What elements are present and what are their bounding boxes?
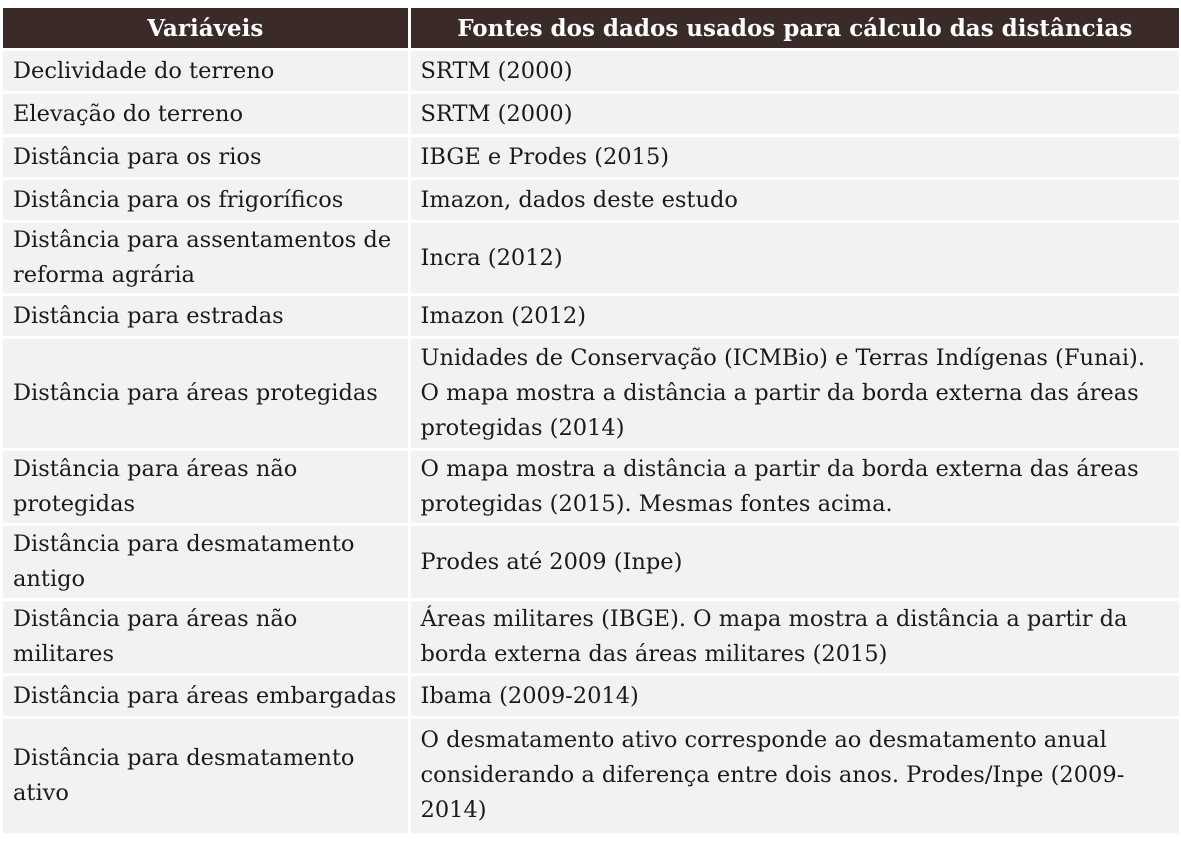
table-row bbox=[3, 675, 1179, 718]
table-row bbox=[3, 718, 1179, 833]
variable-cell: Declividade do terreno bbox=[3, 50, 409, 93]
table-row bbox=[3, 295, 1179, 338]
table-row bbox=[3, 179, 1179, 222]
header-fontes: Fontes dos dados usados para cálculo das distâncias bbox=[409, 8, 1179, 50]
table-row bbox=[3, 136, 1179, 179]
variable-cell: Distância para os rios bbox=[3, 136, 409, 179]
table-body bbox=[3, 50, 1179, 833]
header-row bbox=[3, 8, 1179, 50]
source-cell: Unidades de Conservação (ICMBio) e Terras Indígenas (Funai). O mapa mostra a distância a partir da borda externa das áreas protegidas (2014) bbox=[409, 338, 1179, 450]
source-cell: Prodes até 2009 (Inpe) bbox=[409, 525, 1179, 600]
variable-cell: Distância para estradas bbox=[3, 295, 409, 338]
source-cell: O desmatamento ativo corresponde ao desmatamento anual considerando a diferença entre dois anos. Prodes/Inpe (2009-2014) bbox=[409, 718, 1179, 833]
table-row bbox=[3, 600, 1179, 675]
variable-cell: Distância para os frigoríficos bbox=[3, 179, 409, 222]
table-row bbox=[3, 450, 1179, 525]
header-variaveis: Variáveis bbox=[3, 8, 409, 50]
table-row bbox=[3, 525, 1179, 600]
variable-cell: Distância para áreas não protegidas bbox=[3, 450, 409, 525]
data-sources-table bbox=[3, 8, 1179, 833]
source-cell: Ibama (2009-2014) bbox=[409, 675, 1179, 718]
source-cell: O mapa mostra a distância a partir da borda externa das áreas protegidas (2015). Mesmas fontes acima. bbox=[409, 450, 1179, 525]
table-row bbox=[3, 50, 1179, 93]
source-cell: SRTM (2000) bbox=[409, 50, 1179, 93]
table-header bbox=[3, 8, 1179, 50]
variable-cell: Distância para assentamentos de reforma agrária bbox=[3, 222, 409, 295]
variable-cell: Elevação do terreno bbox=[3, 93, 409, 136]
source-cell: SRTM (2000) bbox=[409, 93, 1179, 136]
table-row bbox=[3, 338, 1179, 450]
variable-cell: Distância para áreas não militares bbox=[3, 600, 409, 675]
source-cell: Imazon, dados deste estudo bbox=[409, 179, 1179, 222]
variable-cell: Distância para áreas protegidas bbox=[3, 338, 409, 450]
source-cell: Incra (2012) bbox=[409, 222, 1179, 295]
table-row bbox=[3, 222, 1179, 295]
variable-cell: Distância para áreas embargadas bbox=[3, 675, 409, 718]
source-cell: Áreas militares (IBGE). O mapa mostra a distância a partir da borda externa das áreas militares (2015) bbox=[409, 600, 1179, 675]
source-cell: IBGE e Prodes (2015) bbox=[409, 136, 1179, 179]
variable-cell: Distância para desmatamento antigo bbox=[3, 525, 409, 600]
source-cell: Imazon (2012) bbox=[409, 295, 1179, 338]
variable-cell: Distância para desmatamento ativo bbox=[3, 718, 409, 833]
table-row bbox=[3, 93, 1179, 136]
